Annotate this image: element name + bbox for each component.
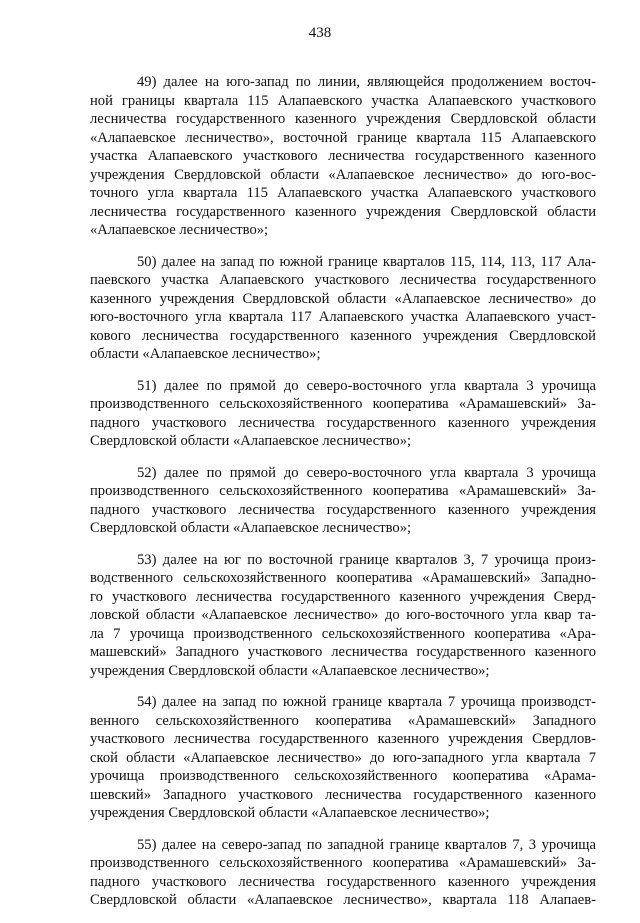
text-line: падного участкового лесничества государственного казенного учреждения <box>90 501 596 518</box>
paragraph-item <box>90 73 596 240</box>
document-body <box>90 73 596 923</box>
text-line: лесничества государственного казенного учреждения Свердловской области <box>90 111 596 127</box>
text-line: 55) далее на северо-запад по западной границе кварталов 7, 3 урочища <box>137 836 596 853</box>
text-line: участкового лесничества государственного казенного учреждения Свердлов- <box>90 731 596 747</box>
text-line: производственного сельскохозяйственного кооператива «Арамашевский» За- <box>90 396 596 412</box>
text-line: юго-восточного угла квартала 117 Алапаевского участка Алапаевского участ- <box>90 309 596 325</box>
text-line: падного участкового лесничества государственного казенного учреждения <box>90 414 596 431</box>
text-line: ной границы квартала 115 Алапаевского участка Алапаевского участкового <box>90 92 596 109</box>
text-line: ской области «Алапаевское лесничество» до юго-западного угла квартала 7 <box>90 749 596 766</box>
paragraph-item <box>90 836 596 910</box>
text-line: ловской области «Алапаевское лесничество» до юго-восточного угла квар та- <box>90 607 596 623</box>
text-line: лесничества государственного казенного учреждения Свердловской области <box>90 203 596 220</box>
paragraph-item <box>90 377 596 451</box>
text-line: Свердловской области «Алапаевское лесничество», квартала 118 Алапаев- <box>90 892 596 908</box>
text-line: падного участкового лесничества государственного казенного учреждения <box>90 873 596 890</box>
text-line: учреждения Свердловской области «Алапаевское лесничество» до юго-вос- <box>90 166 596 183</box>
text-line: 54) далее на запад по южной границе квартала 7 урочища производст- <box>137 694 596 710</box>
text-line: водственного сельскохозяйственного кооператива «Арамашевский» Западно- <box>90 570 596 586</box>
text-line: казенного учреждения Свердловской области «Алапаевское лесничество» до <box>90 290 596 307</box>
text-line: 52) далее по прямой до северо-восточного угла квартала 3 урочища <box>137 464 596 481</box>
text-line: учреждения Свердловской области «Алапаевское лесничество»; <box>90 805 490 821</box>
text-line: производственного сельскохозяйственного кооператива «Арамашевский» За- <box>90 855 596 871</box>
text-line: го участкового лесничества государственного казенного учреждения Сверд- <box>90 588 596 605</box>
text-line: «Алапаевское лесничество»; <box>90 222 269 238</box>
text-line: кового лесничества государственного казенного учреждения Свердловской <box>90 327 596 344</box>
paragraph-item <box>90 551 596 681</box>
text-line: 49) далее на юго-запад по линии, являющейся продолжением восточ- <box>137 74 596 90</box>
text-line: машевский» Западного участкового лесничества государственного казенного <box>90 644 596 660</box>
text-line: венного сельскохозяйственного кооператива «Арамашевский» Западного <box>90 712 596 729</box>
page-number: 438 <box>308 25 332 41</box>
text-line: 51) далее по прямой до северо-восточного угла квартала 3 урочища <box>137 377 596 394</box>
text-line: «Алапаевское лесничество», восточной границе квартала 115 Алапаевского <box>90 129 596 146</box>
text-line: ла 7 урочища производственного сельскохозяйственного кооператива «Ара- <box>90 625 596 642</box>
text-line: учреждения Свердловской области «Алапаевское лесничество»; <box>90 662 490 679</box>
text-line: 53) далее на юг по восточной границе кварталов 3, 7 урочища произ- <box>137 551 596 568</box>
text-line: шевский» Западного участкового лесничества государственного казенного <box>90 786 596 803</box>
text-line: Свердловской области «Алапаевское лесничество»; <box>90 520 412 536</box>
paragraph-item <box>90 693 596 823</box>
text-line: точного угла квартала 115 Алапаевского участка Алапаевского участкового <box>90 185 596 201</box>
text-line: паевского участка Алапаевского участкового лесничества государственного <box>90 272 596 288</box>
text-line: урочища производственного сельскохозяйственного кооператива «Арама- <box>90 768 596 784</box>
paragraph-item <box>90 464 596 538</box>
text-line: 50) далее на запад по южной границе кварталов 115, 114, 113, 117 Ала- <box>137 253 596 270</box>
text-line: участка Алапаевского участкового лесничества государственного казенного <box>90 148 596 164</box>
text-line: Свердловской области «Алапаевское лесничество»; <box>90 433 412 449</box>
text-line: области «Алапаевское лесничество»; <box>90 346 321 362</box>
text-line: производственного сельскохозяйственного кооператива «Арамашевский» За- <box>90 483 596 499</box>
paragraph-item <box>90 253 596 364</box>
